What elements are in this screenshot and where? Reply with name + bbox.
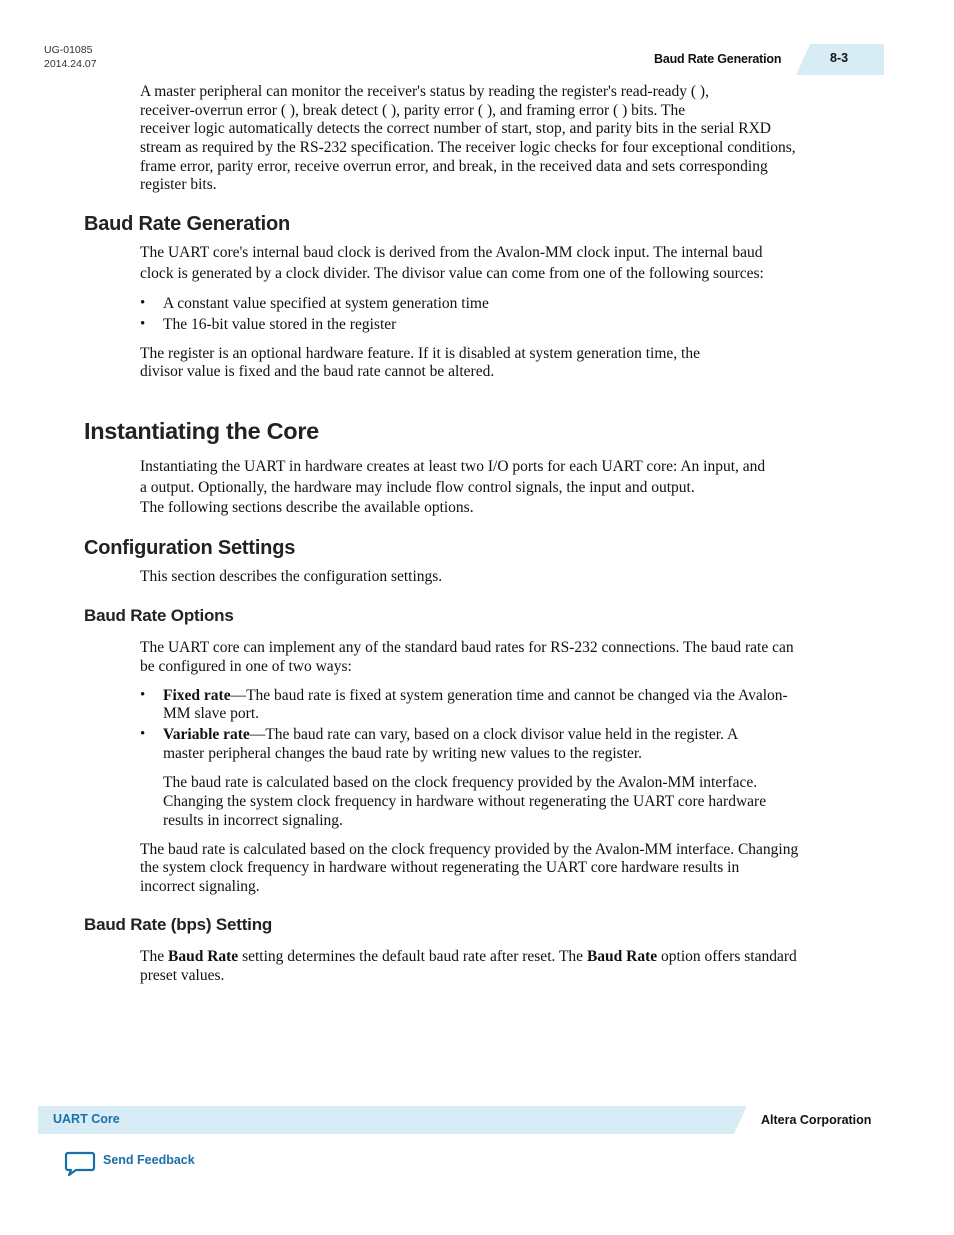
bullet-marker: • bbox=[140, 687, 146, 703]
heading-baud-rate-bps-setting: Baud Rate (bps) Setting bbox=[84, 915, 273, 934]
variable-rate-bullet bbox=[163, 725, 738, 744]
variable-rate-text: —The baud rate can vary, based on a clock divisor value held in the register. A bbox=[249, 726, 739, 743]
bullet-marker: • bbox=[140, 316, 146, 332]
closing-line-1: The baud rate is calculated based on the clock frequency provided by the Avalon-MM interface. Changing bbox=[140, 841, 799, 858]
bullet-marker: • bbox=[140, 726, 146, 742]
intro-line-2: receiver-overrun error ( ), break detect ( ), parity error ( ), and framing error ( ) bits. The bbox=[140, 102, 686, 119]
instantiating-line-2: a output. Optionally, the hardware may include flow control signals, the input and output. bbox=[140, 479, 695, 496]
fixed-rate-bullet bbox=[163, 686, 788, 705]
intro-line-5: frame error, parity error, receive overrun error, and break, in the received data and sets corresponding bbox=[140, 158, 768, 175]
bps-term-1: Baud Rate bbox=[167, 948, 239, 965]
bps-mid: setting determines the default baud rate after reset. The bbox=[238, 948, 587, 965]
header-section-title: Baud Rate Generation bbox=[654, 52, 782, 66]
heading-baud-rate-options: Baud Rate Options bbox=[84, 606, 234, 625]
baud-gen-after-line-1: The register is an optional hardware feature. If it is disabled at system generation time, the bbox=[140, 345, 700, 362]
footer-chapter-link[interactable]: UART Core bbox=[53, 1112, 120, 1126]
indented-note-line-3: results in incorrect signaling. bbox=[163, 812, 343, 829]
closing-line-2: the system clock frequency in hardware without regenerating the UART core hardware results in bbox=[140, 859, 740, 876]
send-feedback-link[interactable]: Send Feedback bbox=[103, 1153, 195, 1167]
header-band-slant bbox=[796, 44, 810, 75]
heading-instantiating-the-core: Instantiating the Core bbox=[84, 418, 319, 444]
intro-line-6: register bits. bbox=[140, 176, 217, 193]
variable-rate-term: Variable rate bbox=[163, 726, 250, 743]
fixed-rate-term: Fixed rate bbox=[163, 687, 231, 704]
page-number: 8-3 bbox=[830, 51, 849, 65]
heading-configuration-settings: Configuration Settings bbox=[84, 537, 296, 559]
bps-term-2: Baud Rate bbox=[586, 948, 658, 965]
closing-line-3: incorrect signaling. bbox=[140, 878, 260, 895]
footer-band-slant bbox=[734, 1106, 747, 1134]
document-id bbox=[44, 43, 97, 71]
baud-gen-bullet-2: The 16-bit value stored in the register bbox=[163, 316, 397, 333]
instantiating-line-3: The following sections describe the available options. bbox=[140, 499, 474, 516]
footer-company: Altera Corporation bbox=[761, 1113, 872, 1127]
baud-gen-after-line-2: divisor value is fixed and the baud rate cannot be altered. bbox=[140, 363, 495, 380]
config-line: This section describes the configuration settings. bbox=[140, 568, 443, 585]
doc-date: 2014.24.07 bbox=[44, 58, 97, 70]
fixed-rate-line-2: MM slave port. bbox=[163, 705, 260, 722]
baud-options-line-1: The UART core can implement any of the standard baud rates for RS-232 connections. The baud rate can bbox=[140, 639, 794, 656]
bps-pre: The bbox=[140, 948, 168, 965]
indented-note-line-1: The baud rate is calculated based on the clock frequency provided by the Avalon-MM interface. bbox=[163, 774, 758, 791]
bps-line-1 bbox=[140, 947, 797, 966]
bullet-marker: • bbox=[140, 295, 146, 311]
intro-line-3: receiver logic automatically detects the correct number of start, stop, and parity bits in the serial RXD bbox=[140, 120, 771, 137]
heading-baud-rate-generation: Baud Rate Generation bbox=[84, 213, 291, 235]
intro-line-1: A master peripheral can monitor the receiver's status by reading the register's read-ready ( ), bbox=[140, 83, 709, 100]
baud-options-line-2: be configured in one of two ways: bbox=[140, 658, 352, 675]
footer-band bbox=[38, 1106, 746, 1134]
baud-gen-line-2: clock is generated by a clock divider. The divisor value can come from one of the following sources: bbox=[140, 265, 764, 282]
baud-gen-bullet-1: A constant value specified at system generation time bbox=[163, 295, 489, 312]
bps-post: option offers standard bbox=[657, 948, 797, 965]
doc-number: UG-01085 bbox=[44, 44, 93, 56]
fixed-rate-text: —The baud rate is fixed at system generation time and cannot be changed via the Avalon- bbox=[230, 687, 788, 704]
bps-line-2: preset values. bbox=[140, 967, 225, 984]
feedback-icon[interactable] bbox=[64, 1150, 96, 1183]
intro-line-4: stream as required by the RS-232 specification. The receiver logic checks for four exceptional conditions, bbox=[140, 139, 796, 156]
indented-note-line-2: Changing the system clock frequency in hardware without regenerating the UART core hardware bbox=[163, 793, 767, 810]
instantiating-line-1: Instantiating the UART in hardware creates at least two I/O ports for each UART core: An input, and bbox=[140, 458, 766, 475]
variable-rate-line-2: master peripheral changes the baud rate by writing new values to the register. bbox=[163, 745, 643, 762]
baud-gen-line-1: The UART core's internal baud clock is derived from the Avalon-MM clock input. The internal baud bbox=[140, 244, 763, 261]
